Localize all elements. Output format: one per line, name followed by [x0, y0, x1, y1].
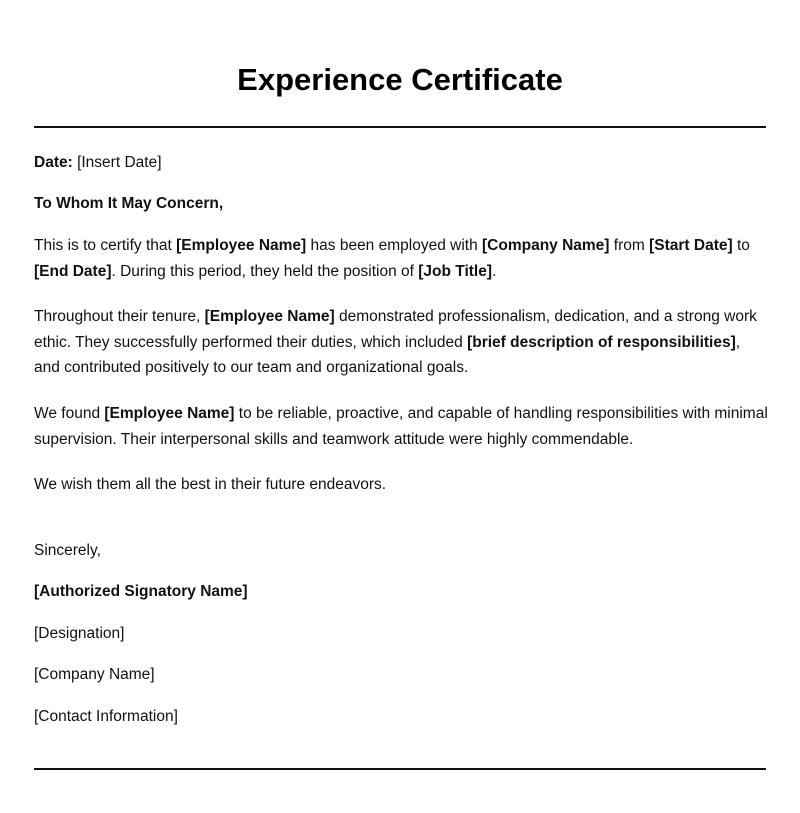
text-segment: We found — [34, 405, 105, 422]
job-title-placeholder: [Job Title] — [418, 262, 493, 280]
designation: [Designation] — [34, 625, 125, 642]
company-name-placeholder: [Company Name] — [482, 237, 610, 254]
date-line — [34, 150, 769, 176]
date-value: [Insert Date] — [72, 154, 162, 171]
company-name: [Company Name] — [34, 666, 155, 683]
text-segment: has been employed with — [306, 237, 482, 254]
paragraph-performance — [34, 304, 769, 381]
text-segment: to — [732, 237, 750, 254]
text-segment: to be reliable, proactive, and capable of handling responsibilities with minimal supervision. Their interpersonal skills and teamwork attitude were highly commendable. — [34, 405, 768, 448]
responsibilities-placeholder: [brief description of responsibilities] — [467, 333, 736, 351]
end-date-placeholder: [End Date] — [34, 262, 112, 280]
bottom-divider — [34, 768, 766, 770]
closing: Sincerely, — [34, 542, 101, 559]
text-segment: . During this period, they held the position of — [111, 262, 419, 280]
employee-name-placeholder: [Employee Name] — [204, 308, 335, 325]
page-title: Experience Certificate — [237, 62, 563, 97]
paragraph-wishes: We wish them all the best in their future endeavors. — [34, 476, 387, 493]
text-segment: , and contributed positively to our team and organizational goals. — [34, 333, 741, 376]
paragraph-evaluation — [34, 401, 769, 452]
signatory-name: [Authorized Signatory Name] — [34, 583, 248, 600]
salutation: To Whom It May Concern, — [34, 195, 224, 212]
text-segment: This is to certify that — [34, 237, 177, 254]
date-label: Date: — [34, 154, 73, 171]
start-date-placeholder: [Start Date] — [649, 237, 733, 254]
text-segment: from — [609, 237, 650, 254]
text-segment: Throughout their tenure, — [34, 308, 205, 325]
top-divider — [34, 126, 766, 128]
contact-information: [Contact Information] — [34, 708, 178, 725]
text-segment: . — [492, 262, 497, 280]
text-segment: demonstrated professionalism, dedication, and a strong work ethic. They successfully performed their duties, which included — [34, 308, 757, 351]
paragraph-employment — [34, 233, 769, 284]
employee-name-placeholder: [Employee Name] — [104, 405, 235, 422]
employee-name-placeholder: [Employee Name] — [176, 237, 307, 254]
